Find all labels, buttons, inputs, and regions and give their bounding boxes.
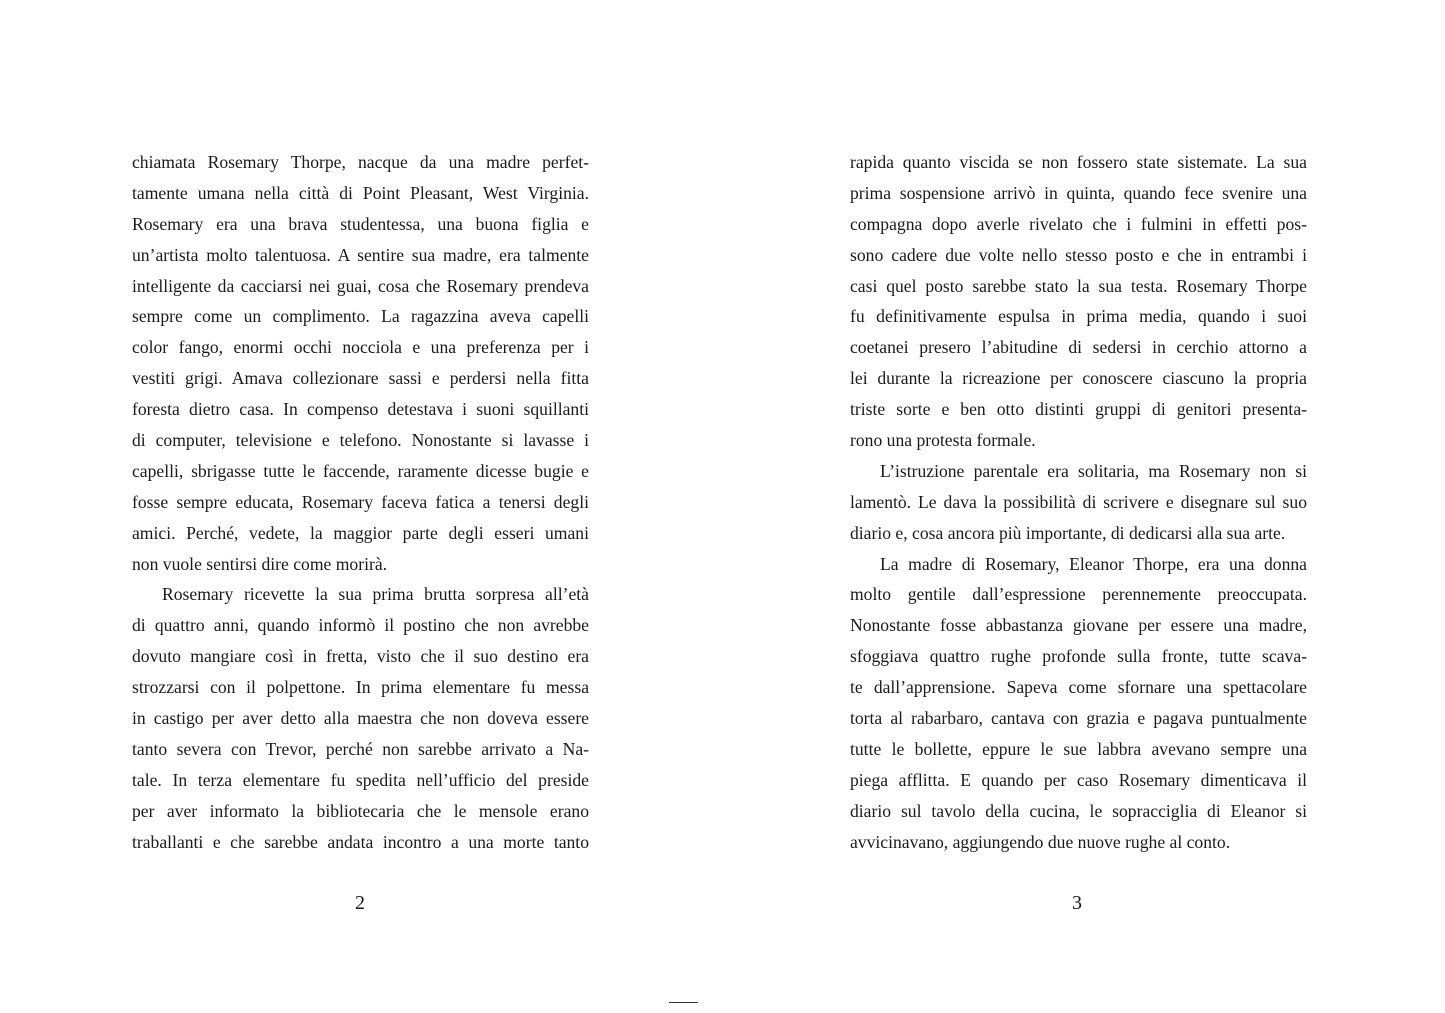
left-line-14: non vuole sentirsi dire come morirà. (132, 553, 388, 574)
left-line-22: per aver informato la bibliotecaria che le mensole erano (132, 800, 589, 821)
left-line-4: un’artista molto talentuosa. A sentire sua madre, era talmente (132, 244, 589, 265)
right-page-text (850, 147, 1307, 857)
left-line-6: sempre come un complimento. La ragazzina aveva capelli (132, 306, 589, 327)
right-page-number: 3 (1072, 892, 1082, 914)
right-line-7: coetanei presero l’abitudine di sedersi in cerchio attorno a (850, 337, 1307, 358)
right-line-19: torta al rabarbaro, cantava con grazia e pagava puntualmente (850, 708, 1307, 729)
right-line-4: sono cadere due volte nello stesso posto e che in entrambi i (850, 244, 1307, 265)
left-line-23: traballanti e che sarebbe andata incontro a una morte tanto (132, 831, 589, 852)
left-line-18: strozzarsi con il polpettone. In prima elementare fu messa (132, 677, 589, 698)
right-line-12: lamentò. Le dava la possibilità di scrivere e disegnare sul suo (850, 491, 1307, 512)
left-line-8: vestiti grigi. Amava collezionare sassi e perdersi nella fitta (132, 368, 589, 389)
right-line-15: molto gentile dall’espressione perennemente preoccupata. (850, 584, 1307, 605)
right-line-20: tutte le bollette, eppure le sue labbra avevano sempre una (850, 738, 1307, 759)
left-line-1: chiamata Rosemary Thorpe, nacque da una madre perfet- (132, 152, 589, 172)
left-line-10: di computer, televisione e telefono. Nonostante si lavasse i (132, 430, 589, 451)
left-line-16: di quattro anni, quando informò il postino che non avrebbe (132, 615, 589, 636)
right-line-8: lei durante la ricreazione per conoscere ciascuno la propria (850, 368, 1307, 389)
right-line-3: compagna dopo averle rivelato che i fulmini in effetti pos- (850, 213, 1307, 234)
spread-divider (669, 1002, 698, 1003)
right-line-18: te dall’apprensione. Sapeva come sfornare una spettacolare (850, 677, 1307, 698)
left-line-20: tanto severa con Trevor, perché non sarebbe arrivato a Na- (132, 738, 589, 759)
right-line-23: avvicinavano, aggiungendo due nuove rughe al conto. (850, 831, 1231, 852)
right-line-16: Nonostante fosse abbastanza giovane per essere una madre, (850, 615, 1307, 636)
right-line-1: rapida quanto viscida se non fossero state sistemate. La sua (850, 152, 1307, 172)
right-line-22: diario sul tavolo della cucina, le sopracciglia di Eleanor si (850, 800, 1307, 821)
right-line-11: L’istruzione parentale era solitaria, ma Rosemary non si (880, 460, 1307, 481)
right-line-17: sfoggiava quattro rughe profonde sulla fronte, tutte scava- (850, 646, 1307, 667)
right-line-21: piega afflitta. E quando per caso Rosemary dimenticava il (850, 769, 1307, 790)
left-line-15: Rosemary ricevette la sua prima brutta sorpresa all’età (162, 584, 589, 605)
right-line-2: prima sospensione arrivò in quinta, quando fece svenire una (850, 182, 1307, 203)
left-line-21: tale. In terza elementare fu spedita nell’ufficio del preside (132, 769, 589, 790)
left-line-7: color fango, enormi occhi nocciola e una preferenza per i (132, 337, 589, 358)
right-line-14: La madre di Rosemary, Eleanor Thorpe, era una donna (880, 553, 1307, 574)
right-line-5: casi quel posto sarebbe stato la sua testa. Rosemary Thorpe (850, 275, 1307, 296)
left-line-5: intelligente da cacciarsi nei guai, cosa che Rosemary prendeva (132, 275, 589, 296)
right-line-13: diario e, cosa ancora più importante, di dedicarsi alla sua arte. (850, 522, 1286, 543)
left-page-text (132, 147, 589, 857)
left-line-11: capelli, sbrigasse tutte le faccende, raramente dicesse bugie e (132, 460, 589, 481)
right-line-6: fu definitivamente espulsa in prima media, quando i suoi (850, 306, 1307, 327)
left-line-2: tamente umana nella città di Point Pleasant, West Virginia. (132, 182, 589, 203)
left-line-17: dovuto mangiare così in fretta, visto che il suo destino era (132, 646, 589, 667)
left-line-9: foresta dietro casa. In compenso detestava i suoni squillanti (132, 399, 589, 420)
right-line-10: rono una protesta formale. (850, 430, 1036, 451)
right-line-9: triste sorte e ben otto distinti gruppi di genitori presenta- (850, 399, 1307, 420)
left-line-3: Rosemary era una brava studentessa, una buona figlia e (132, 213, 589, 234)
left-line-12: fosse sempre educata, Rosemary faceva fatica a tenersi degli (132, 491, 589, 512)
left-page-number: 2 (355, 892, 365, 914)
left-line-19: in castigo per aver detto alla maestra che non doveva essere (132, 708, 589, 729)
left-line-13: amici. Perché, vedete, la maggior parte degli esseri umani (132, 522, 589, 543)
